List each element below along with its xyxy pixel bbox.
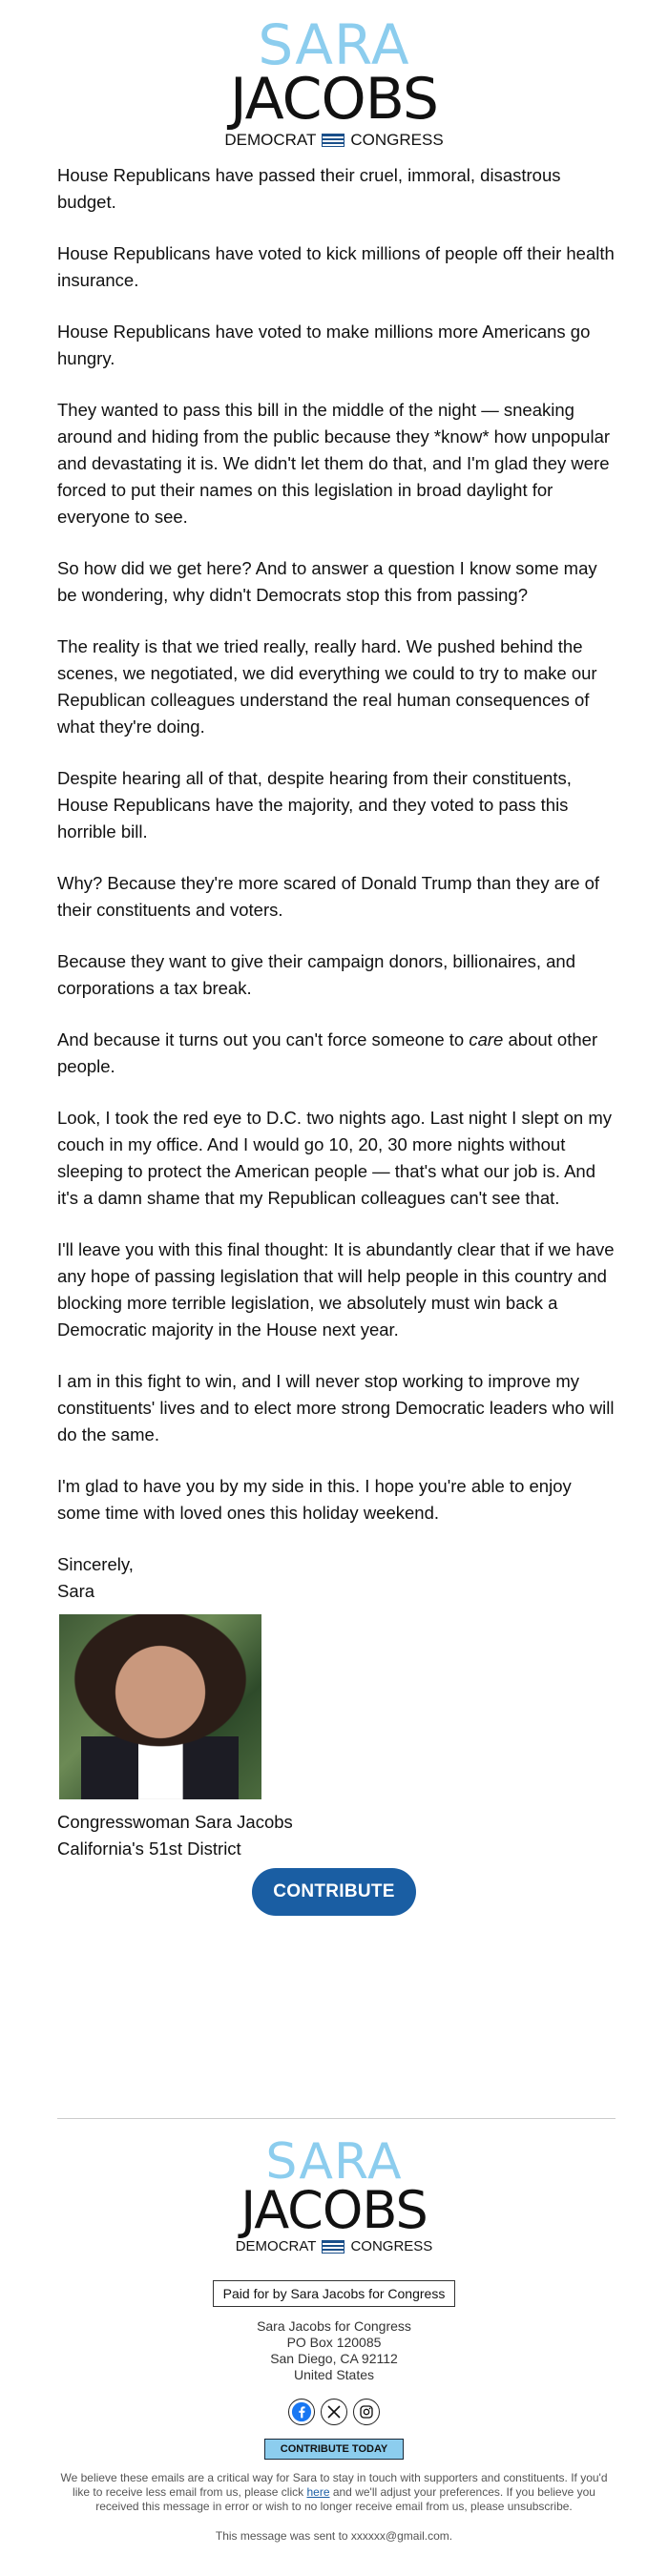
closing: Sincerely,	[57, 1554, 134, 1574]
footer-logo-last-name: JACOBS	[240, 2180, 428, 2240]
signer-name: Sara	[57, 1581, 95, 1601]
care-after: about other people.	[57, 1029, 598, 1076]
sent-to-notice: This message was sent to xxxxxx@gmail.com.	[215, 2529, 453, 2543]
facebook-icon[interactable]	[288, 2399, 315, 2425]
paragraph: I'll leave you with this final thought: It is abundantly clear that if we have any hope of passing legislation that will help people in this country and blocking more terrible legislation, we absolutely must win back a Democratic majority in the House next year.	[57, 1239, 615, 1340]
paragraph: Because they want to give their campaign donors, billionaires, and corporations a tax break.	[57, 951, 575, 998]
footer	[0, 2280, 668, 2543]
fine-print	[55, 2471, 614, 2514]
footer-logo	[0, 2133, 668, 2254]
logo-tagline-left: DEMOCRAT	[224, 131, 317, 149]
contribute-section	[0, 1868, 668, 1916]
footer-logo-tagline	[0, 2239, 668, 2254]
x-icon[interactable]	[321, 2399, 347, 2425]
care-emphasis: care	[469, 1029, 504, 1049]
fine-print-after: and we'll adjust your preferences. If you believe you received this message in error or wish to no longer receive email from us, please unsubscribe.	[95, 2485, 595, 2513]
care-before: And because it turns out you can't force someone to	[57, 1029, 470, 1049]
paragraph: I'm glad to have you by my side in this. I hope you're able to enjoy some time with loved ones this holiday weekend.	[57, 1476, 572, 1523]
paragraph: House Republicans have voted to make millions more Americans go hungry.	[57, 322, 591, 368]
header-logo	[0, 12, 668, 149]
paragraph: They wanted to pass this bill in the middle of the night — sneaking around and hiding from the public because they *know* how unpopular and devastating it is. We didn't let them do that, and I'm glad they were forced to put their names on this legislation in broad daylight for everyone to see.	[57, 400, 611, 527]
paragraph: Why? Because they're more scared of Donald Trump than they are of their constituents and voters.	[57, 873, 600, 920]
paragraph: So how did we get here? And to answer a question I know some may be wondering, why didn't Democrats stop this from passing?	[57, 558, 597, 605]
address-line: PO Box 120085	[286, 2335, 382, 2350]
flag-icon	[322, 134, 344, 147]
footer-divider	[57, 2118, 616, 2119]
paragraph: Look, I took the red eye to D.C. two nights ago. Last night I slept on my couch in my office. And I would go 10, 20, 30 more nights without sleeping to protect the American people — that's what our job is. And it's a damn shame that my Republican colleagues can't see that.	[57, 1108, 613, 1208]
footer-tagline-right: CONGRESS	[350, 2238, 433, 2254]
footer-logo-first-name: SARA	[265, 2133, 403, 2191]
fine-print-before: We believe these emails are a critical way for Sara to stay in touch with supporters and constituents. If you'd like to receive less email from us, please click	[60, 2471, 608, 2499]
signer-title: Congresswoman Sara Jacobs	[57, 1812, 293, 1832]
paragraph-care	[57, 1027, 616, 1080]
signer-district: California's 51st District	[57, 1839, 241, 1859]
contribute-today-button[interactable]: CONTRIBUTE TODAY	[264, 2439, 404, 2460]
contribute-today-wrap	[0, 2439, 668, 2460]
signature-block	[57, 1551, 616, 1862]
letter-body	[57, 162, 616, 1862]
address-line: San Diego, CA 92112	[270, 2351, 398, 2366]
paragraph: House Republicans have passed their cruel, immoral, disastrous budget.	[57, 165, 561, 212]
logo-first-name: SARA	[258, 12, 410, 77]
mailing-address	[0, 2318, 668, 2383]
paragraph: Despite hearing all of that, despite hearing from their constituents, House Republicans have the majority, and they voted to pass this horrible bill.	[57, 768, 572, 841]
paragraph: House Republicans have voted to kick millions of people off their health insurance.	[57, 243, 615, 290]
preferences-link[interactable]: here	[306, 2485, 330, 2499]
portrait-photo	[59, 1614, 261, 1799]
instagram-icon[interactable]	[353, 2399, 380, 2425]
social-links	[0, 2399, 668, 2425]
paid-for-notice: Paid for by Sara Jacobs for Congress	[213, 2280, 456, 2307]
logo-tagline	[0, 132, 668, 148]
paragraph: I am in this fight to win, and I will never stop working to improve my constituents' lives and to elect more strong Democratic leaders who will do the same.	[57, 1371, 615, 1444]
flag-icon	[322, 2240, 344, 2254]
footer-tagline-left: DEMOCRAT	[235, 2238, 317, 2254]
logo-tagline-right: CONGRESS	[350, 131, 444, 149]
paragraph: The reality is that we tried really, really hard. We pushed behind the scenes, we negotiated, we did everything we could to try to make our Republican colleagues understand the real human consequences of what they're doing.	[57, 636, 597, 737]
address-line: United States	[293, 2367, 375, 2382]
address-line: Sara Jacobs for Congress	[257, 2318, 411, 2334]
logo-last-name: JACOBS	[230, 66, 438, 133]
contribute-button[interactable]: CONTRIBUTE	[252, 1868, 416, 1916]
